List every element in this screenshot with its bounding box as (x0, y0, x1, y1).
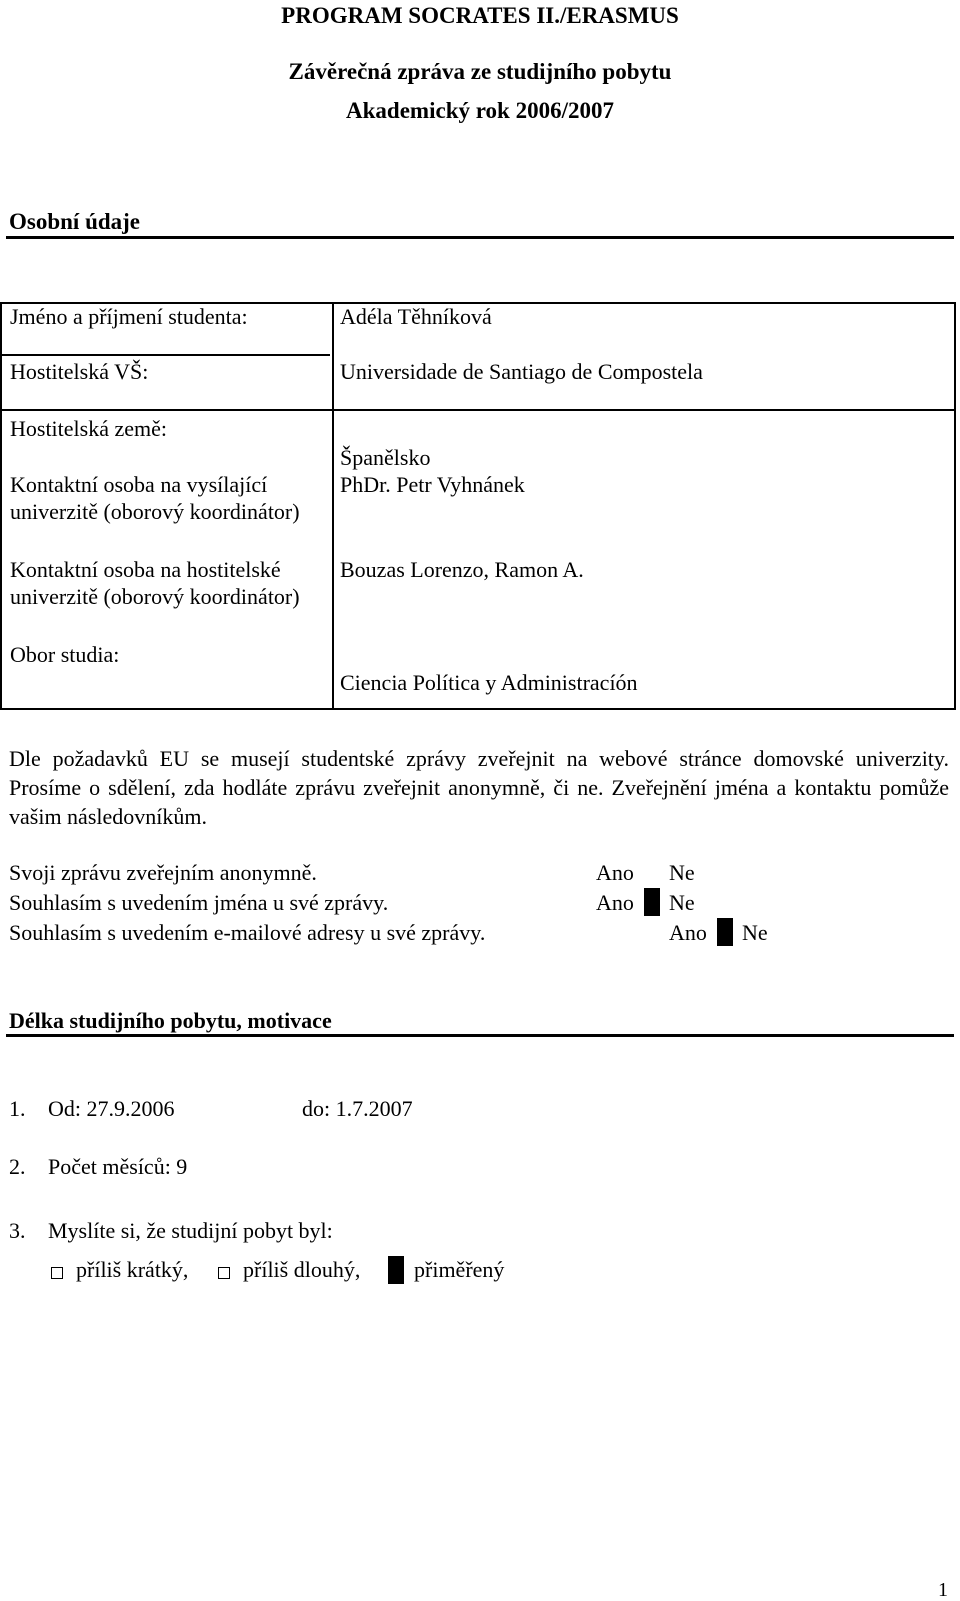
consent-name-yes: Ano (596, 890, 634, 915)
selected-mark (644, 888, 660, 916)
item-number-2: 2. (9, 1154, 26, 1179)
stay-from-date: Od: 27.9.2006 (48, 1096, 175, 1121)
value-sending-coordinator: PhDr. Petr Vyhnánek (340, 472, 525, 497)
section-rule (6, 236, 954, 239)
checkbox-appropriate-selected[interactable] (388, 1256, 404, 1284)
report-title: Závěrečná zpráva ze studijního pobytu (288, 59, 672, 84)
label-student-name: Jméno a příjmení studenta: (10, 304, 248, 329)
label-field-of-study: Obor studia: (10, 642, 120, 667)
stay-length-question: Myslíte si, že studijní pobyt byl: (48, 1218, 333, 1243)
value-field-of-study: Ciencia Política y Administracíón (340, 670, 638, 695)
consent-email-no: Ne (742, 920, 768, 945)
option-too-long: příliš dlouhý, (243, 1257, 361, 1282)
value-host-coordinator: Bouzas Lorenzo, Ramon A. (340, 557, 584, 582)
label-host-university: Hostitelská VŠ: (10, 359, 149, 384)
checkbox-too-long[interactable] (218, 1267, 230, 1279)
consent-email-yes: Ano (669, 920, 707, 945)
checkbox-too-short[interactable] (51, 1267, 63, 1279)
consent-email-text: Souhlasím s uvedením e-mailové adresy u své zprávy. (9, 920, 486, 945)
option-appropriate: přiměřený (414, 1257, 505, 1282)
label-host-coordinator: Kontaktní osoba na hostitelské univerzitě (oborový koordinátor) (10, 557, 300, 609)
section-heading-personal: Osobní údaje (9, 209, 141, 234)
consent-anonymous-yes: Ano (596, 860, 634, 885)
value-student-name: Adéla Těhníková (340, 304, 492, 329)
section-rule (6, 1034, 954, 1037)
page-number: 1 (938, 1579, 948, 1601)
consent-name-no: Ne (669, 890, 695, 915)
consent-anonymous-text: Svoji zprávu zveřejním anonymně. (9, 860, 317, 885)
table-divider (332, 304, 334, 708)
months-count: Počet měsíců: 9 (48, 1154, 188, 1179)
personal-info-table (0, 302, 956, 710)
table-row-line (2, 354, 330, 356)
consent-anonymous-no: Ne (669, 860, 695, 885)
label-host-country: Hostitelská země: (10, 416, 168, 441)
value-host-country: Španělsko (340, 445, 431, 470)
label-sending-coordinator: Kontaktní osoba na vysílající univerzitě (oborový koordinátor) (10, 472, 300, 524)
program-title: PROGRAM SOCRATES II./ERASMUS (281, 3, 679, 28)
academic-year: Akademický rok 2006/2007 (346, 98, 614, 123)
item-number-3: 3. (9, 1218, 26, 1243)
consent-name-text: Souhlasím s uvedením jména u své zprávy. (9, 890, 389, 915)
value-host-university: Universidade de Santiago de Compostela (340, 359, 703, 384)
table-row-line (2, 409, 954, 411)
section-heading-duration: Délka studijního pobytu, motivace (9, 1008, 332, 1033)
stay-to-date: do: 1.7.2007 (302, 1096, 413, 1121)
item-number-1: 1. (9, 1096, 26, 1121)
option-too-short: příliš krátký, (76, 1257, 189, 1282)
publication-note: Dle požadavků EU se musejí studentské zprávy zveřejnit na webové stránce domovské univerzity. Prosíme o sdělení, zda hodláte zprávu zveřejnit anonymně, či ne. Zveřejnění jména a kontaktu pomůže vašim následovníkům. (9, 746, 949, 829)
selected-mark (717, 918, 733, 946)
